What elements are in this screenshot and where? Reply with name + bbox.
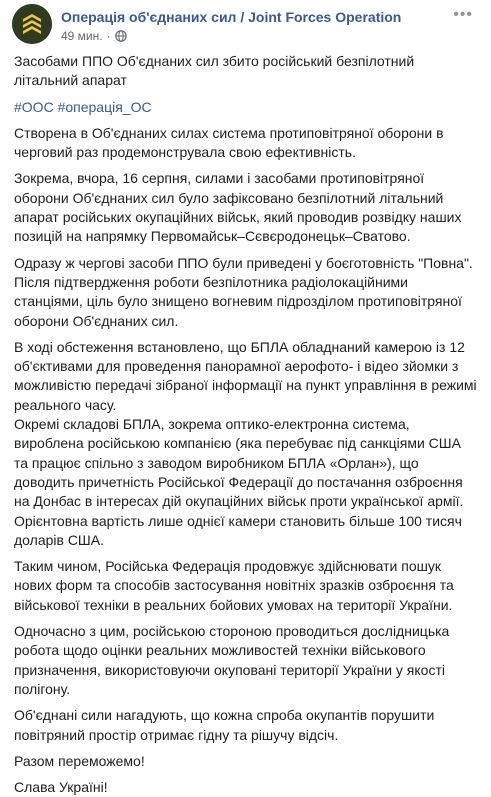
post-paragraph: Об'єднані сили нагадують, що кожна спроба окупантів порушити повітряний простір отримає гідну та рішучу відсіч. (14, 707, 435, 743)
post-paragraph: Разом переможемо! (14, 752, 145, 769)
post-paragraph: Окремі складові БПЛА, зокрема оптико-електронна система, вироблена російською компанією (яка перебуває під санкціями США та працює спільно з заводом виробником БПЛА «Орлан»), що доводить причетність Російської Федерації до постачання озброєння на Донбас в інтересах дій окупаційних військ проти української армії. Орієнтовна вартість лише однієї камери становить більше 100 тисяч доларів США. (14, 416, 464, 548)
meta-separator: · (106, 29, 111, 43)
post-timestamp[interactable]: 49 мин. (61, 29, 103, 43)
post-paragraph: Слава Україні! (14, 779, 108, 796)
more-dots-icon[interactable]: ••• (453, 6, 473, 23)
hashtag-line (14, 98, 477, 117)
page-avatar[interactable] (12, 4, 52, 44)
post-paragraph: Таким чином, Російська Федерація продовжує здійснювати пошук нових форм та способів застосування новітніх зразків озброєння та військової техніки в реальних бойових умовах на території України. (14, 558, 454, 613)
globe-icon[interactable] (115, 30, 127, 42)
post-header (10, 0, 481, 48)
hashtag-operatsiia-os[interactable]: #операція_ОС (57, 98, 152, 115)
post-paragraph: Одночасно з цим, російською стороною проводиться дослідницька робота щодо оцінки реальних можливостей техніки військового призначення, використовуючи окуповані території України у якості полігону. (14, 623, 450, 697)
hashtag-oos[interactable]: #ООС (14, 98, 54, 115)
post-body (10, 48, 481, 797)
chevron-emblem-icon (12, 4, 52, 44)
post-paragraph: В ході обстеження встановлено, що БПЛА обладнаний камерою із 12 об'єктивами для проведення панорамної аерофото- і відео зйомки з можливістю передачі зібраної інформації на пункт управління в режимі реального часу. (14, 338, 477, 413)
post-paragraph: Зокрема, вчора, 16 серпня, силами і засобами протиповітряної оборони Об'єднаних сил було зафіксовано безпілотний літальний апарат російських окупаційних військ, який проводив розвідку наших позицій на напрямку Первомайськ–Сєвєродонецьк–Сватово. (14, 170, 462, 245)
post-meta (61, 29, 127, 43)
post-paragraph: Одразу ж чергові засоби ППО були приведені у боєготовність "Повна". Після підтвердження роботи безпілотника радіолокаційними станціями, ціль було знищено вогневим підрозділом протиповітряної оборони Об'єднаних сил. (14, 254, 473, 329)
post-title: Засобами ППО Об'єднаних сил збито російський безпілотний літальний апарат (14, 53, 415, 89)
page-name-link[interactable]: Операція об'єднаних сил / Joint Forces Operation (61, 9, 402, 25)
post-paragraph: Створена в Об'єднаних силах система протиповітряної оборони в черговий раз продемонструвала свою ефективність. (14, 124, 444, 161)
